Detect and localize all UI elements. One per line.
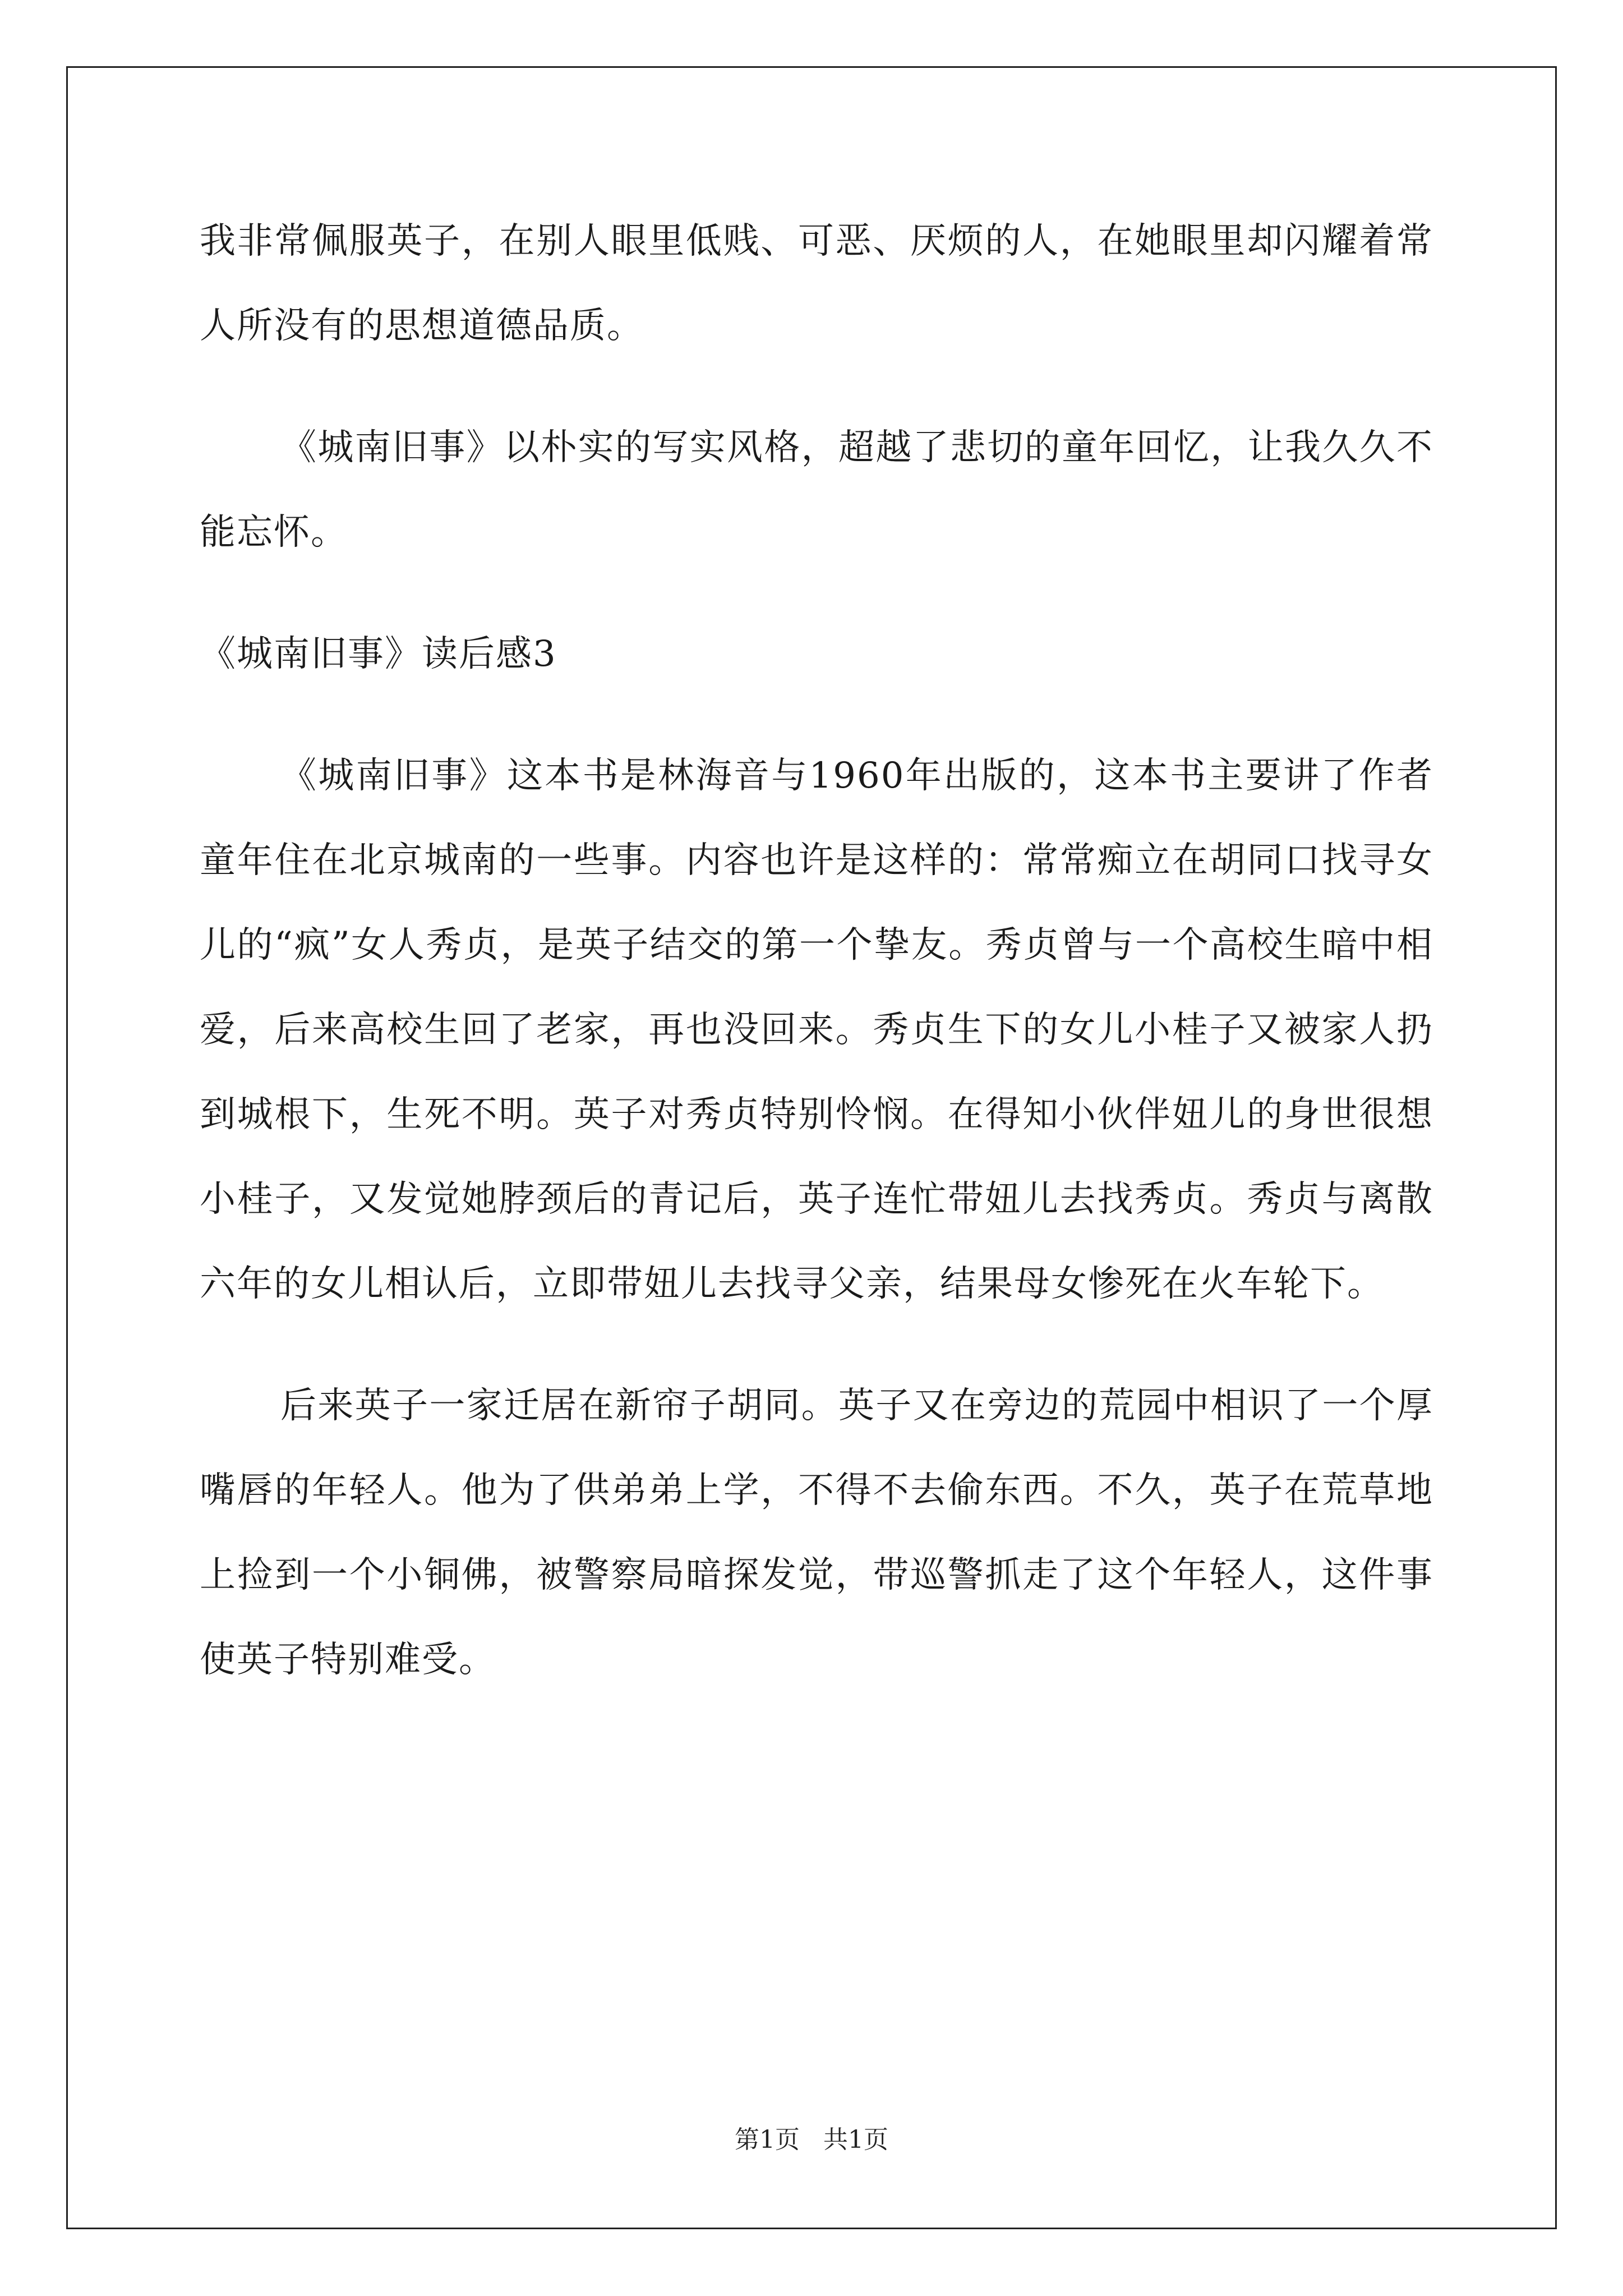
document-body (200, 199, 1433, 1740)
paragraph: 《城南旧事》这本书是林海音与1960年出版的，这本书主要讲了作者童年住在北京城南的一些事。内容也许是这样的：常常痴立在胡同口找寻女儿的“疯”女人秀贞，是英子结交的第一个挚友。秀贞曾与一个高校生暗中相爱，后来高校生回了老家，再也没回来。秀贞生下的女儿小桂子又被家人扔到城根下，生死不明。英子对秀贞特别怜悯。在得知小伙伴妞儿的身世很想小桂子，又发觉她脖颈后的青记后，英子连忙带妞儿去找秀贞。秀贞与离散六年的女儿相认后，立即带妞儿去找寻父亲，结果母女惨死在火车轮下。 (200, 755, 1433, 1305)
paragraph: 《城南旧事》以朴实的写实风格，超越了悲切的童年回忆，让我久久不能忘怀。 (200, 427, 1433, 553)
paragraph: 我非常佩服英子，在别人眼里低贱、可恶、厌烦的人，在她眼里却闪耀着常人所没有的思想道德品质。 (200, 220, 1433, 347)
paragraph: 后来英子一家迁居在新帘子胡同。英子又在旁边的荒园中相识了一个厚嘴唇的年轻人。他为了供弟弟上学，不得不去偷东西。不久，英子在荒草地上捡到一个小铜佛，被警察局暗探发觉，带巡警抓走了这个年轻人，这件事使英子特别难受。 (200, 1385, 1433, 1681)
page-number: 第1页 (735, 2125, 800, 2154)
section-heading: 《城南旧事》读后感3 (200, 633, 557, 675)
page-total: 共1页 (823, 2125, 888, 2154)
page-footer (0, 2119, 1623, 2155)
